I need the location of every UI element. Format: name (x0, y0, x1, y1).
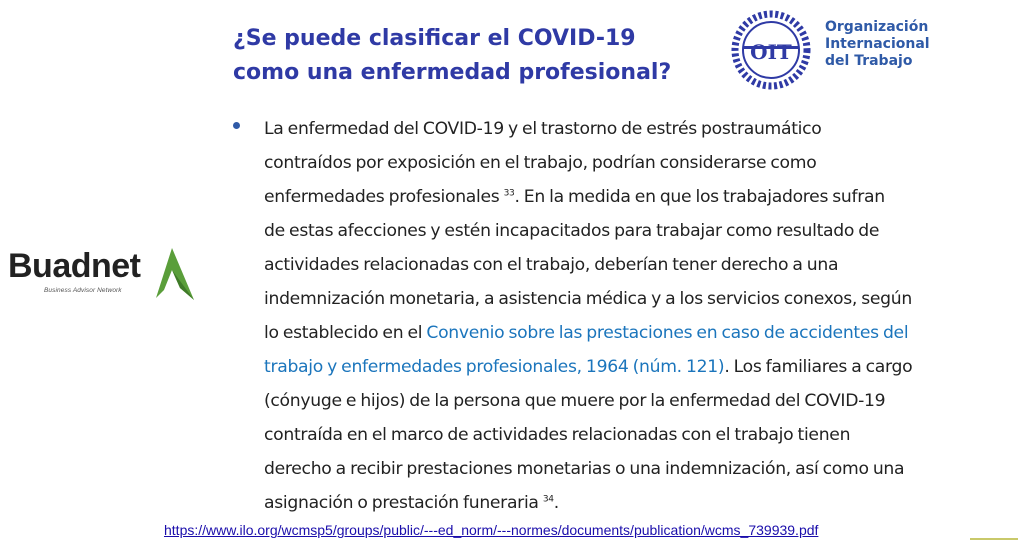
paragraph-text: asignación o prestación funeraria (264, 493, 543, 513)
paragraph-text: lo establecido en el (264, 323, 427, 343)
paragraph-line (264, 350, 964, 384)
brand-logo-text: Buadnet (8, 247, 141, 285)
paragraph-text: . En la medida en que los trabajadores sufran (514, 187, 885, 207)
decorative-underline (970, 538, 1018, 540)
footnote-ref-34: 34 (542, 494, 554, 505)
paragraph-line: (cónyuge e hijos) de la persona que muere por la enfermedad del COVID-19 (264, 391, 886, 411)
source-link[interactable]: https://www.ilo.org/wcmsp5/groups/public/---ed_norm/---normes/documents/publication/wcms_739939.pdf (164, 522, 819, 538)
bullet-paragraph (264, 112, 964, 520)
organization-name-line-1: Organización (825, 19, 929, 35)
ilo-logo-text: OIT (750, 40, 792, 64)
paragraph-text: . Los familiares a cargo (724, 357, 913, 377)
paragraph-line (264, 486, 964, 520)
page-title (233, 22, 703, 90)
paragraph-text: . (553, 493, 559, 513)
paragraph-line (264, 316, 964, 350)
paragraph-line: indemnización monetaria, a asistencia médica y a los servicios conexos, según (264, 289, 912, 309)
title-line-2: como una enfermedad profesional? (233, 60, 672, 85)
ilo-logo (729, 8, 813, 92)
organization-name-line-2: Internacional (825, 36, 930, 52)
organization-name (825, 19, 930, 70)
brand-arrow-icon (150, 246, 196, 302)
paragraph-line: La enfermedad del COVID-19 y el trastorno de estrés postraumático (264, 119, 822, 139)
paragraph-line: contraídos por exposición en el trabajo, podrían considerarse como (264, 153, 817, 173)
paragraph-line (264, 180, 964, 214)
convention-link[interactable]: Convenio sobre las prestaciones en caso de accidentes del (426, 323, 909, 343)
footnote-ref-33: 33 (503, 188, 515, 199)
convention-link-continued[interactable]: trabajo y enfermedades profesionales, 1964 (núm. 121) (264, 357, 725, 377)
bullet-dot-icon (233, 122, 240, 129)
paragraph-line: derecho a recibir prestaciones monetarias o una indemnización, así como una (264, 459, 905, 479)
organization-name-line-3: del Trabajo (825, 53, 913, 69)
paragraph-text: enfermedades profesionales (264, 187, 504, 207)
brand-tagline: Business Advisor Network (44, 287, 122, 294)
paragraph-line: actividades relacionadas con el trabajo, deberían tener derecho a una (264, 255, 839, 275)
title-line-1: ¿Se puede clasificar el COVID-19 (233, 26, 636, 51)
paragraph-line: contraída en el marco de actividades relacionadas con el trabajo tienen (264, 425, 851, 445)
paragraph-line: de estas afecciones y estén incapacitados para trabajar como resultado de (264, 221, 880, 241)
